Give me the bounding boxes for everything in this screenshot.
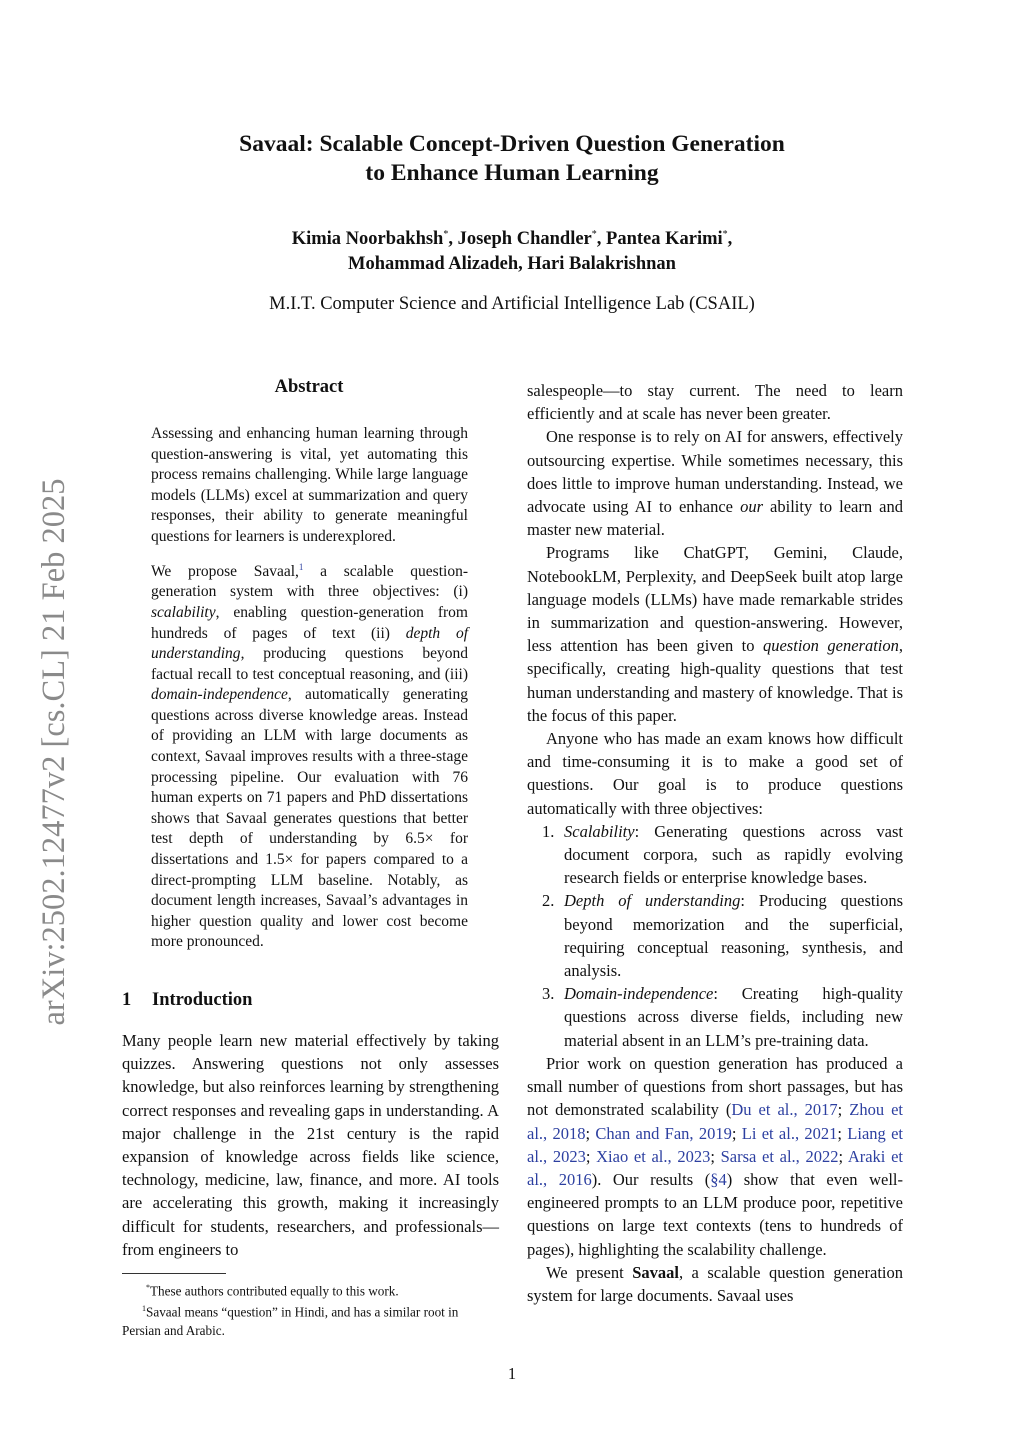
author-name: Pantea Karimi [606,229,723,250]
citation-link[interactable]: Xiao et al., 2023 [596,1146,711,1166]
section-number: 1 [122,990,132,1010]
citation-link[interactable]: Chan and Fan, 2019 [595,1123,732,1143]
section-title: Introduction [152,990,253,1010]
objectives-list [527,820,903,1052]
paper-title [0,130,1024,187]
body-paragraph: We present Savaal, a scalable question generation system for large documents. Savaal uses [527,1262,903,1305]
footnote-divider [122,1273,226,1274]
citation-link[interactable]: Li et al., 2021 [741,1123,838,1143]
body-paragraph: Prior work on question generation has produced a small number of questions from short passages, but has not demonstrated scalability (Du et al., 2017; Zhou et al., 2018; Chan and Fan, 2019; Li et al., 2021; Liang et al., 2023; Xiao et al., 2023; Sarsa et al., 2022; Araki et al., 2016). Our results (§4) show that even well-engineered prompts to an LLM produce poor, repetitive questions on large text contexts (tens to hundreds of pages), highlighting the scalability challenge. [527,1053,904,1259]
abstract-body [151,424,468,962]
list-item: 2. Depth of understanding: Producing questions beyond memorization and the superficial, requiring conceptual reasoning, synthesis, and analysis. [542,891,903,981]
citation-link[interactable]: Araki et al., 2016 [527,1146,903,1189]
intro-left-column [122,1029,499,1261]
author-mark: * [591,229,597,240]
title-line-2: to Enhance Human Learning [365,159,659,186]
footnote-1: *These authors contributed equally to this work. [146,1283,399,1299]
citation-link[interactable]: Liang et al., 2023 [527,1123,903,1166]
author-mark: * [722,229,728,240]
section-heading [122,990,252,1011]
author-list: Kimia Noorbakhsh*, Joseph Chandler*, Pantea Karimi*, Mohammad Alizadeh, Hari Balakrishnan [291,229,733,275]
abstract-heading: Abstract [274,377,344,397]
list-item: 1. Scalability: Generating questions across vast document corpora, such as rapidly evolving research fields or enterprise knowledge bases. [542,821,903,888]
footnote-link[interactable]: 1 [298,561,304,572]
footnote-2: $^1$Savaal means “question” in Hindi, and has a similar root in Persian and Arabic. [122,1304,459,1338]
author-mark: * [443,229,449,240]
body-paragraph: salespeople—to stay current. The need to learn efficiently and at scale has never been greater. [527,381,903,424]
arxiv-identifier: arXiv:2502.12477v2 [cs.CL] 21 Feb 2025 [36,478,72,1026]
footnotes [122,1279,499,1340]
section-reference-link[interactable]: §4 [710,1169,727,1189]
body-paragraph: Programs like ChatGPT, Gemini, Claude, NotebookLM, Perplexity, and DeepSeek built atop large language models (LLMs) have made remarkable strides in summarization and question-answering. However, less attention has been given to question generation, specifically, creating high-quality questions that test human understanding and mastery of knowledge. That is the focus of this paper. [527,543,903,725]
author-name: Joseph Chandler [457,229,592,250]
citation-link[interactable]: Sarsa et al., 2022 [720,1146,839,1166]
affiliation: M.I.T. Computer Science and Artificial Intelligence Lab (CSAIL) [269,294,755,314]
intro-right-column [527,379,903,1307]
title-line-1: Savaal: Scalable Concept-Driven Question Generation [239,131,785,157]
author-name: Mohammad Alizadeh [348,254,519,275]
abstract-paragraph: Assessing and enhancing human learning through question-answering is vital, yet automating this process remains challenging. While large language models (LLMs) excel at summarization and query responses, their ability to generate meaningful questions for learners is underexplored. [151,425,468,545]
citation-link[interactable]: Du et al., 2017 [731,1100,838,1120]
body-paragraph: One response is to rely on AI for answers, effectively outsourcing expertise. While sometimes necessary, this does little to improve human understanding. Instead, we advocate using AI to enhance our ability to learn and master new material. [527,427,904,540]
author-name: Hari Balakrishnan [527,254,676,275]
citation-link[interactable]: Zhou et al., 2018 [527,1100,904,1143]
body-paragraph: Many people learn new material effectively by taking quizzes. Answering questions not only assesses knowledge, but also reinforces learning by strengthening correct responses and revealing gaps in understanding. A major challenge in the 21st century is the rapid expansion of knowledge across fields like science, technology, medicine, law, finance, and more. AI tools are accelerating this growth, making it increasingly difficult for students, researchers, and professionals—from engineers to [122,1031,499,1259]
abstract-paragraph: We propose Savaal,$^1$ a scalable question-generation system with three objectives: (i) scalability, enabling question-generation from hundreds of pages of text (ii) depth of understanding, producing questions beyond factual recall to test conceptual reasoning, and (iii) domain-independence, automatically generating questions across diverse knowledge areas. Instead of providing an LLM with large documents as context, Savaal improves results with a three-stage processing pipeline. Our evaluation with 76 human experts on 71 papers and PhD dissertations shows that Savaal generates questions that better test depth of understanding by 6.5× for dissertations and 1.5× for papers compared to a direct-prompting LLM baseline. Notably, as document length increases, Savaal’s advantages in higher question quality and lower cost become more pronounced. [151,561,468,951]
body-paragraph: Anyone who has made an exam knows how difficult and time-consuming it is to make a good set of questions. Our goal is to produce questions automatically with three objectives: [527,729,903,818]
author-name: Kimia Noorbakhsh [291,229,444,250]
page-number: 1 [507,1364,517,1383]
list-item: 3. Domain-independence: Creating high-quality questions across diverse fields, including new material absent in an LLM’s pre-training data. [542,984,903,1050]
